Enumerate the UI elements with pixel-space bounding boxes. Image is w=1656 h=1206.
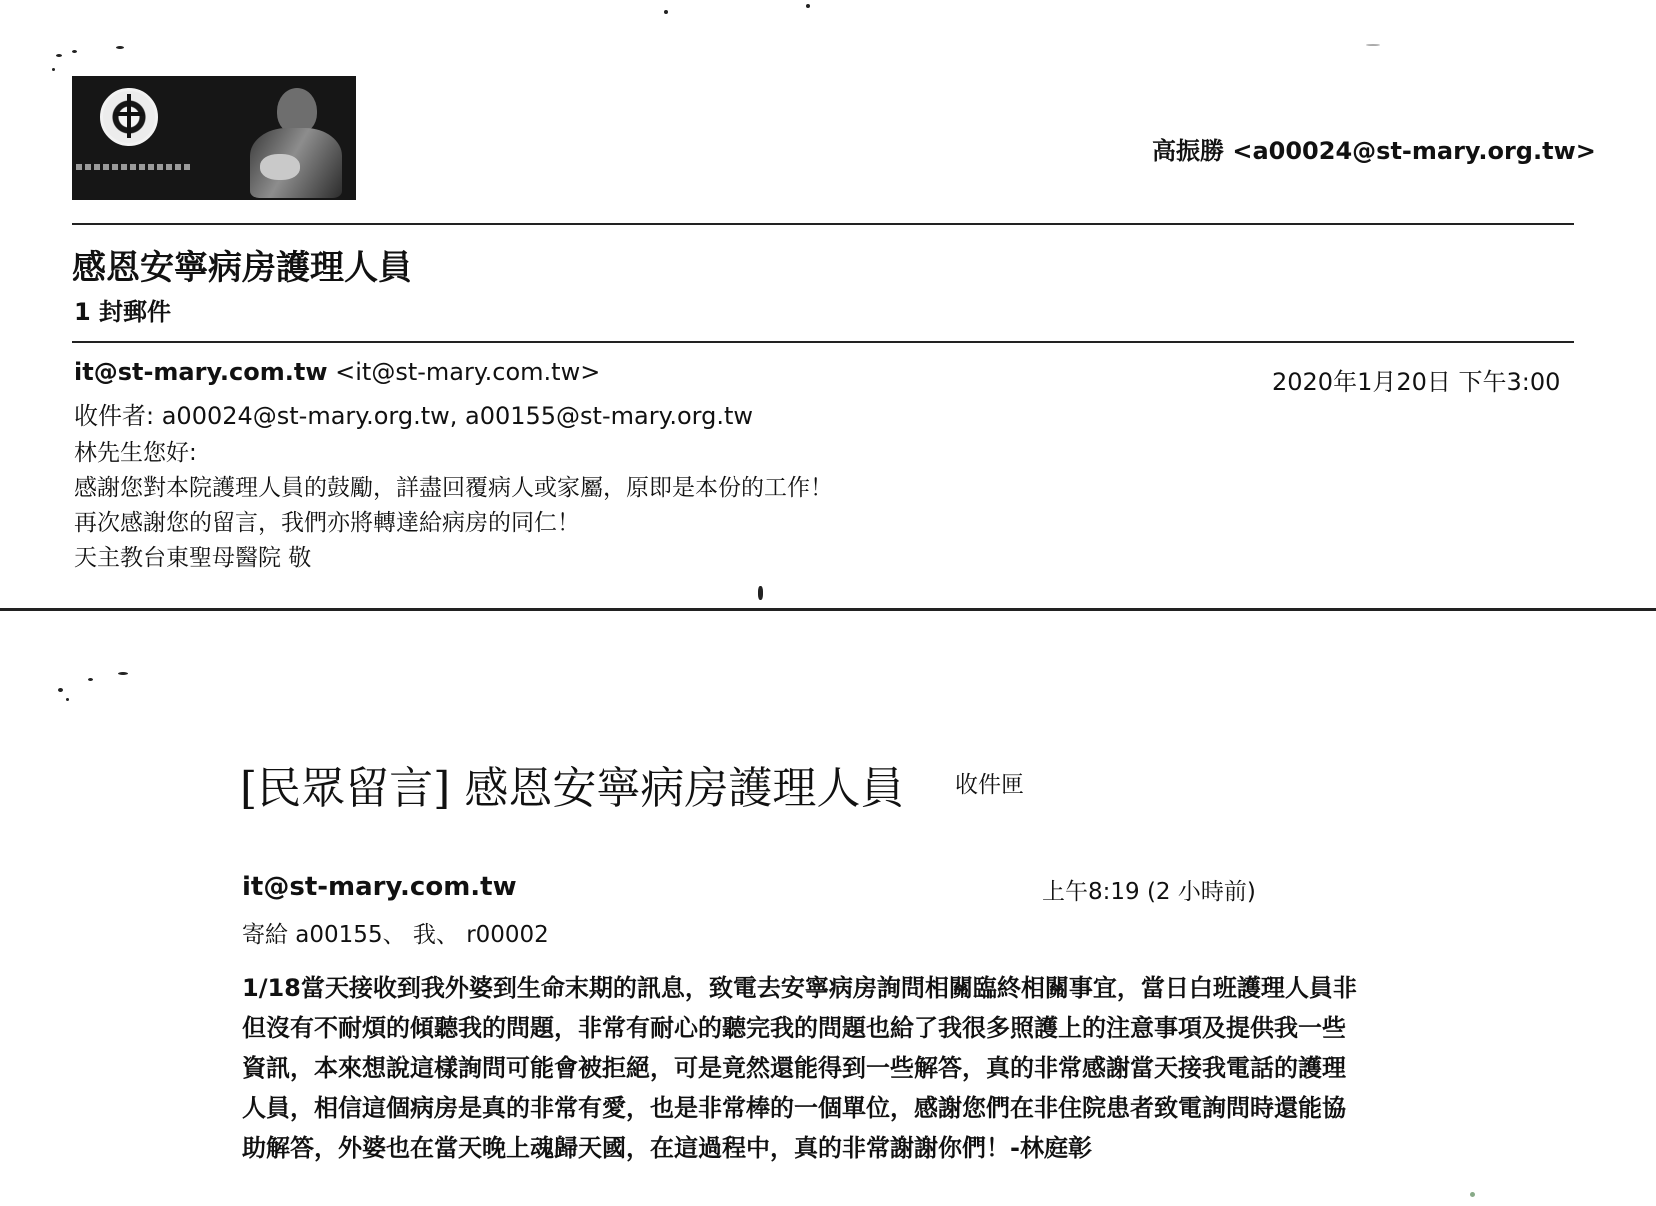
- hospital-logo: [72, 76, 356, 200]
- recipients: 寄給 a00155、 我、 r00002: [242, 922, 549, 948]
- email-subject: 感恩安寧病房護理人員: [72, 248, 412, 288]
- body-line: 人員，相信這個病房是真的非常有愛，也是非常棒的一個單位，感謝您們在非住院患者致電詢問時還能協: [242, 1094, 1346, 1122]
- email-body: [74, 436, 833, 576]
- email-subject: [民眾留言] 感恩安寧病房護理人員: [240, 763, 905, 814]
- body-line: 但沒有不耐煩的傾聽我的問題，非常有耐心的聽完我的問題也給了我很多照護上的注意事項及提供我一些: [242, 1014, 1346, 1042]
- cross-icon: [127, 94, 131, 138]
- email-body: [242, 968, 1357, 1168]
- recipients: 收件者: a00024@st-mary.org.tw, a00155@st-mary.org.tw: [74, 402, 754, 430]
- body-line: 資訊，本來想說這樣詢問可能會被拒絕，可是竟然還能得到一些解答，真的非常感謝當天接我電話的護理: [242, 1054, 1346, 1082]
- body-line: 林先生您好:: [74, 440, 197, 466]
- email-date: 2020年1月20日 下午3:00: [1272, 368, 1561, 396]
- body-line: 再次感謝您的留言，我們亦將轉達給病房的同仁！: [74, 510, 580, 536]
- email-time: 上午8:19 (2 小時前): [1042, 879, 1256, 905]
- body-line: 1/18當天接收到我外婆到生命末期的訊息，致電去安寧病房詢問相關臨終相關事宜，當日白班護理人員非: [242, 974, 1357, 1002]
- body-line: 天主教台東聖母醫院 敬: [74, 545, 312, 571]
- message-count: 1 封郵件: [74, 298, 172, 326]
- account-owner: 高振勝 <a00024@st-mary.org.tw>: [1152, 137, 1596, 165]
- sender-name: it@st-mary.com.tw: [74, 358, 328, 386]
- divider: [72, 223, 1574, 225]
- sender-name: it@st-mary.com.tw: [242, 872, 517, 902]
- body-line: 感謝您對本院護理人員的鼓勵，詳盡回覆病人或家屬，原即是本份的工作！: [74, 475, 833, 501]
- sender-address: <it@st-mary.com.tw>: [335, 358, 601, 386]
- page-edge: [0, 608, 1656, 611]
- folder-label: 收件匣: [955, 772, 1024, 798]
- sender-line: [74, 358, 600, 386]
- body-line: 助解答，外婆也在當天晚上魂歸天國，在這過程中，真的非常謝謝你們！-林庭彰: [242, 1134, 1092, 1162]
- divider: [72, 341, 1574, 343]
